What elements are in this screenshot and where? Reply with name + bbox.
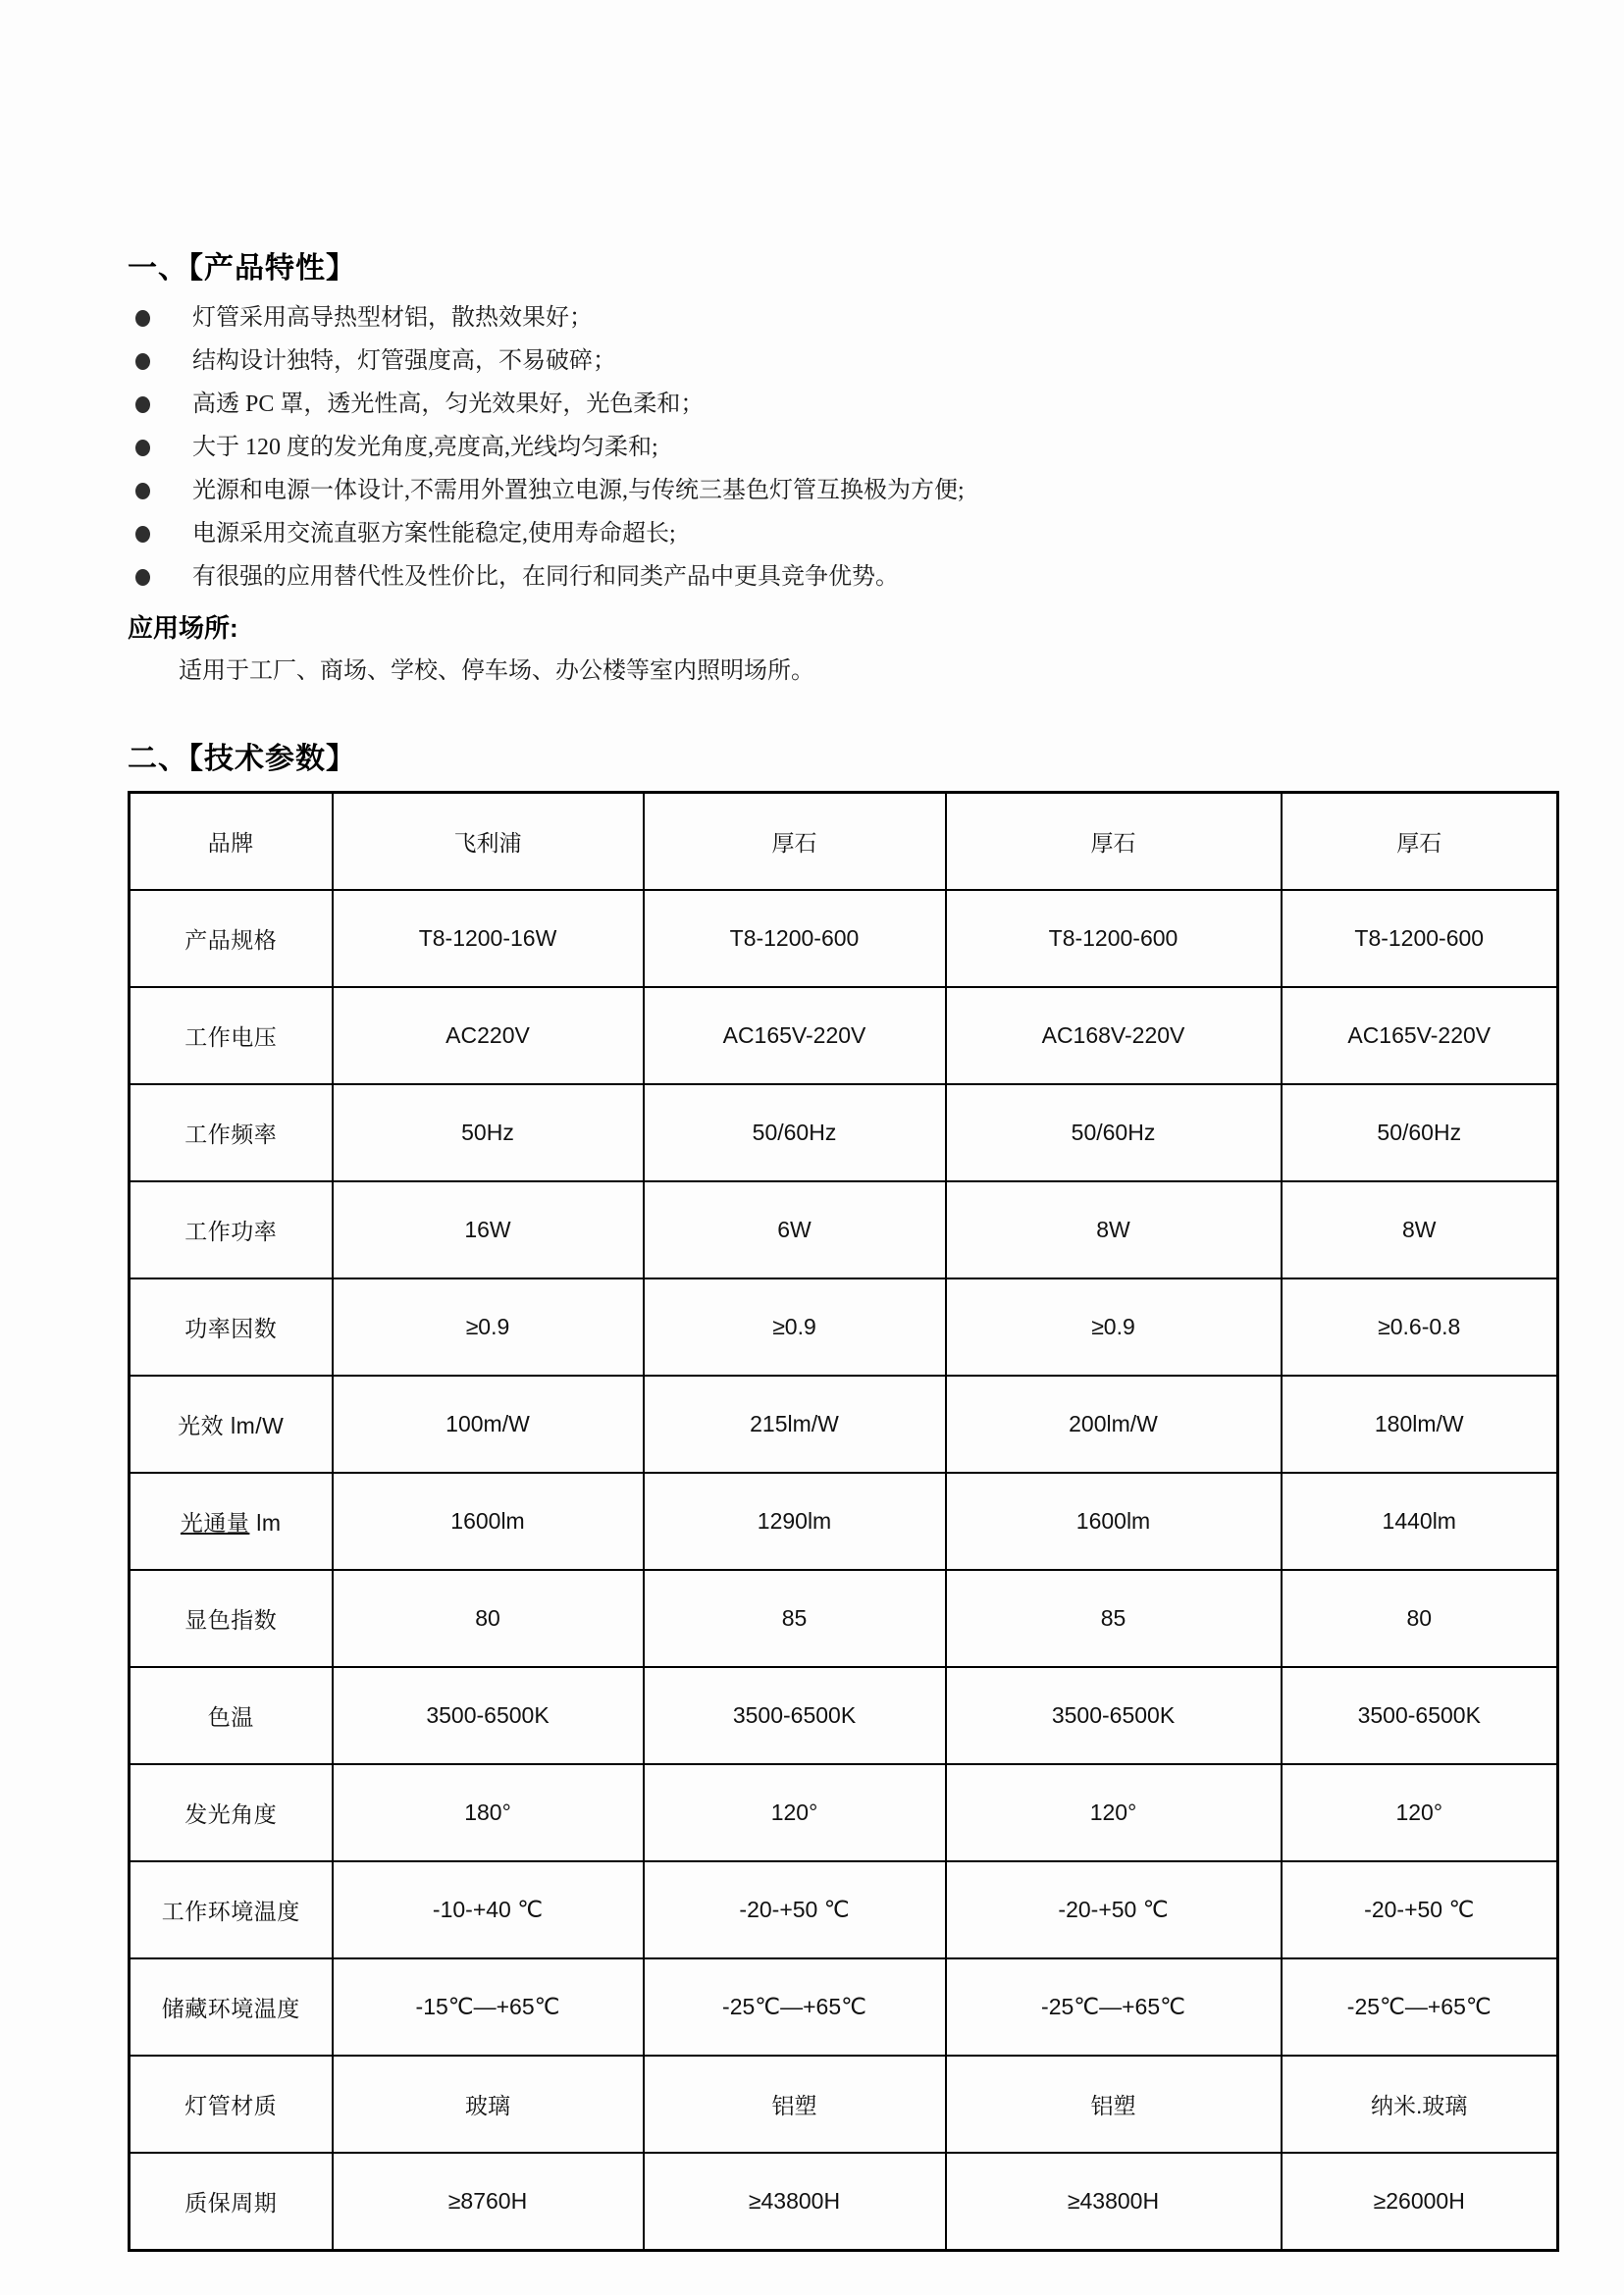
table-cell: ≥26000H	[1282, 2153, 1558, 2251]
feature-item	[128, 555, 1560, 599]
row-label-cell: 工作电压	[130, 987, 333, 1084]
table-cell: 50Hz	[333, 1084, 644, 1181]
table-cell: 8W	[946, 1181, 1282, 1278]
table-cell: T8-1200-600	[1282, 890, 1558, 987]
section-title-product-features: 一、【产品特性】	[128, 252, 356, 285]
table-cell: -25℃—+65℃	[644, 1958, 946, 2056]
table-row	[130, 1084, 1558, 1181]
table-cell: 1600lm	[946, 1473, 1282, 1570]
table-cell: ≥8760H	[333, 2153, 644, 2251]
feature-item-text: 结构设计独特，灯管强度高，不易破碎；	[192, 348, 616, 374]
table-row	[130, 1764, 1558, 1861]
row-label-cell: 功率因数	[130, 1278, 333, 1376]
table-cell: 85	[644, 1570, 946, 1667]
table-row	[130, 1376, 1558, 1473]
table-row	[130, 2153, 1558, 2251]
table-row	[130, 2056, 1558, 2153]
row-label-cell: 品牌	[130, 793, 333, 891]
spec-table-body	[130, 793, 1558, 2251]
table-cell: ≥0.6-0.8	[1282, 1278, 1558, 1376]
application-places-text: 适用于工厂、商场、学校、停车场、办公楼等室内照明场所。	[179, 658, 814, 684]
table-cell: -25℃—+65℃	[946, 1958, 1282, 2056]
table-cell: -20-+50 ℃	[1282, 1861, 1558, 1958]
bullet-icon	[135, 483, 150, 499]
table-cell: -25℃—+65℃	[1282, 1958, 1558, 2056]
table-row	[130, 1181, 1558, 1278]
table-cell: 3500-6500K	[644, 1667, 946, 1764]
table-cell: 3500-6500K	[946, 1667, 1282, 1764]
row-label-cell: 质保周期	[130, 2153, 333, 2251]
feature-item-text: 大于 120 度的发光角度,亮度高,光线均匀柔和;	[192, 435, 658, 460]
table-cell: 16W	[333, 1181, 644, 1278]
table-cell: T8-1200-600	[946, 890, 1282, 987]
table-cell: 1440lm	[1282, 1473, 1558, 1570]
table-cell: 180°	[333, 1764, 644, 1861]
feature-item	[128, 296, 1560, 339]
table-cell: 铝塑	[946, 2056, 1282, 2153]
table-cell: ≥43800H	[644, 2153, 946, 2251]
table-cell: T8-1200-16W	[333, 890, 644, 987]
bullet-icon	[135, 569, 150, 586]
row-label-underlined-part: 光通量	[180, 1510, 250, 1536]
table-cell: ≥0.9	[333, 1278, 644, 1376]
bullet-icon	[135, 526, 150, 543]
table-cell: AC220V	[333, 987, 644, 1084]
table-cell: ≥43800H	[946, 2153, 1282, 2251]
table-cell: T8-1200-600	[644, 890, 946, 987]
table-cell: 50/60Hz	[644, 1084, 946, 1181]
table-cell: -20-+50 ℃	[644, 1861, 946, 1958]
table-cell: 50/60Hz	[1282, 1084, 1558, 1181]
table-cell: 玻璃	[333, 2056, 644, 2153]
table-cell: -20-+50 ℃	[946, 1861, 1282, 1958]
application-places-label: 应用场所:	[128, 613, 238, 643]
feature-list	[128, 296, 1560, 599]
table-cell: 180lm/W	[1282, 1376, 1558, 1473]
table-cell: AC165V-220V	[644, 987, 946, 1084]
table-cell: 215lm/W	[644, 1376, 946, 1473]
row-label-cell: 灯管材质	[130, 2056, 333, 2153]
table-cell: 120°	[1282, 1764, 1558, 1861]
bullet-icon	[135, 353, 150, 370]
feature-item-text: 电源采用交流直驱方案性能稳定,使用寿命超长;	[192, 521, 676, 547]
feature-item	[128, 512, 1560, 555]
table-cell: 飞利浦	[333, 793, 644, 891]
table-cell: 80	[1282, 1570, 1558, 1667]
feature-item-text: 灯管采用高导热型材铝，散热效果好；	[192, 305, 593, 331]
table-cell: 85	[946, 1570, 1282, 1667]
table-row	[130, 987, 1558, 1084]
spec-table	[128, 791, 1559, 2252]
bullet-icon	[135, 396, 150, 413]
table-cell: 6W	[644, 1181, 946, 1278]
table-row	[130, 793, 1558, 891]
table-cell: 200lm/W	[946, 1376, 1282, 1473]
row-label-cell: 储藏环境温度	[130, 1958, 333, 2056]
bullet-icon	[135, 440, 150, 456]
table-row	[130, 1570, 1558, 1667]
table-cell: 120°	[946, 1764, 1282, 1861]
feature-item	[128, 426, 1560, 469]
feature-item	[128, 383, 1560, 426]
table-row	[130, 1667, 1558, 1764]
table-cell: 80	[333, 1570, 644, 1667]
table-cell: 厚石	[644, 793, 946, 891]
row-label-cell: 产品规格	[130, 890, 333, 987]
table-cell: 50/60Hz	[946, 1084, 1282, 1181]
row-label-cell: 工作频率	[130, 1084, 333, 1181]
row-label-cell: 光效 lm/W	[130, 1376, 333, 1473]
table-cell: 1600lm	[333, 1473, 644, 1570]
table-row	[130, 1278, 1558, 1376]
feature-item-text: 有很强的应用替代性及性价比，在同行和同类产品中更具竞争优势。	[192, 564, 899, 590]
table-cell: 3500-6500K	[333, 1667, 644, 1764]
table-cell: -15℃—+65℃	[333, 1958, 644, 2056]
table-cell: AC165V-220V	[1282, 987, 1558, 1084]
row-label-cell: 显色指数	[130, 1570, 333, 1667]
table-row	[130, 1473, 1558, 1570]
table-row	[130, 890, 1558, 987]
table-cell: AC168V-220V	[946, 987, 1282, 1084]
table-cell: 厚石	[946, 793, 1282, 891]
row-label-cell: 工作功率	[130, 1181, 333, 1278]
table-cell: 120°	[644, 1764, 946, 1861]
row-label-cell: 工作环境温度	[130, 1861, 333, 1958]
table-cell: 100m/W	[333, 1376, 644, 1473]
table-cell: 厚石	[1282, 793, 1558, 891]
bullet-icon	[135, 310, 150, 327]
section-title-technical-parameters: 二、【技术参数】	[128, 743, 356, 775]
table-row	[130, 1958, 1558, 2056]
feature-item	[128, 339, 1560, 383]
row-label-cell: 发光角度	[130, 1764, 333, 1861]
table-cell: 8W	[1282, 1181, 1558, 1278]
table-cell: 纳米.玻璃	[1282, 2056, 1558, 2153]
feature-item	[128, 469, 1560, 512]
row-label-cell: 色温	[130, 1667, 333, 1764]
document-content	[128, 243, 1560, 2252]
feature-item-text: 高透 PC 罩，透光性高，匀光效果好，光色柔和；	[192, 391, 705, 417]
table-cell: 铝塑	[644, 2056, 946, 2153]
feature-item-text: 光源和电源一体设计,不需用外置独立电源,与传统三基色灯管互换极为方便;	[192, 478, 965, 503]
row-label-cell: 光通量 lm	[130, 1473, 333, 1570]
table-cell: ≥0.9	[644, 1278, 946, 1376]
table-cell: -10-+40 ℃	[333, 1861, 644, 1958]
table-cell: 3500-6500K	[1282, 1667, 1558, 1764]
table-cell: ≥0.9	[946, 1278, 1282, 1376]
table-row	[130, 1861, 1558, 1958]
table-cell: 1290lm	[644, 1473, 946, 1570]
